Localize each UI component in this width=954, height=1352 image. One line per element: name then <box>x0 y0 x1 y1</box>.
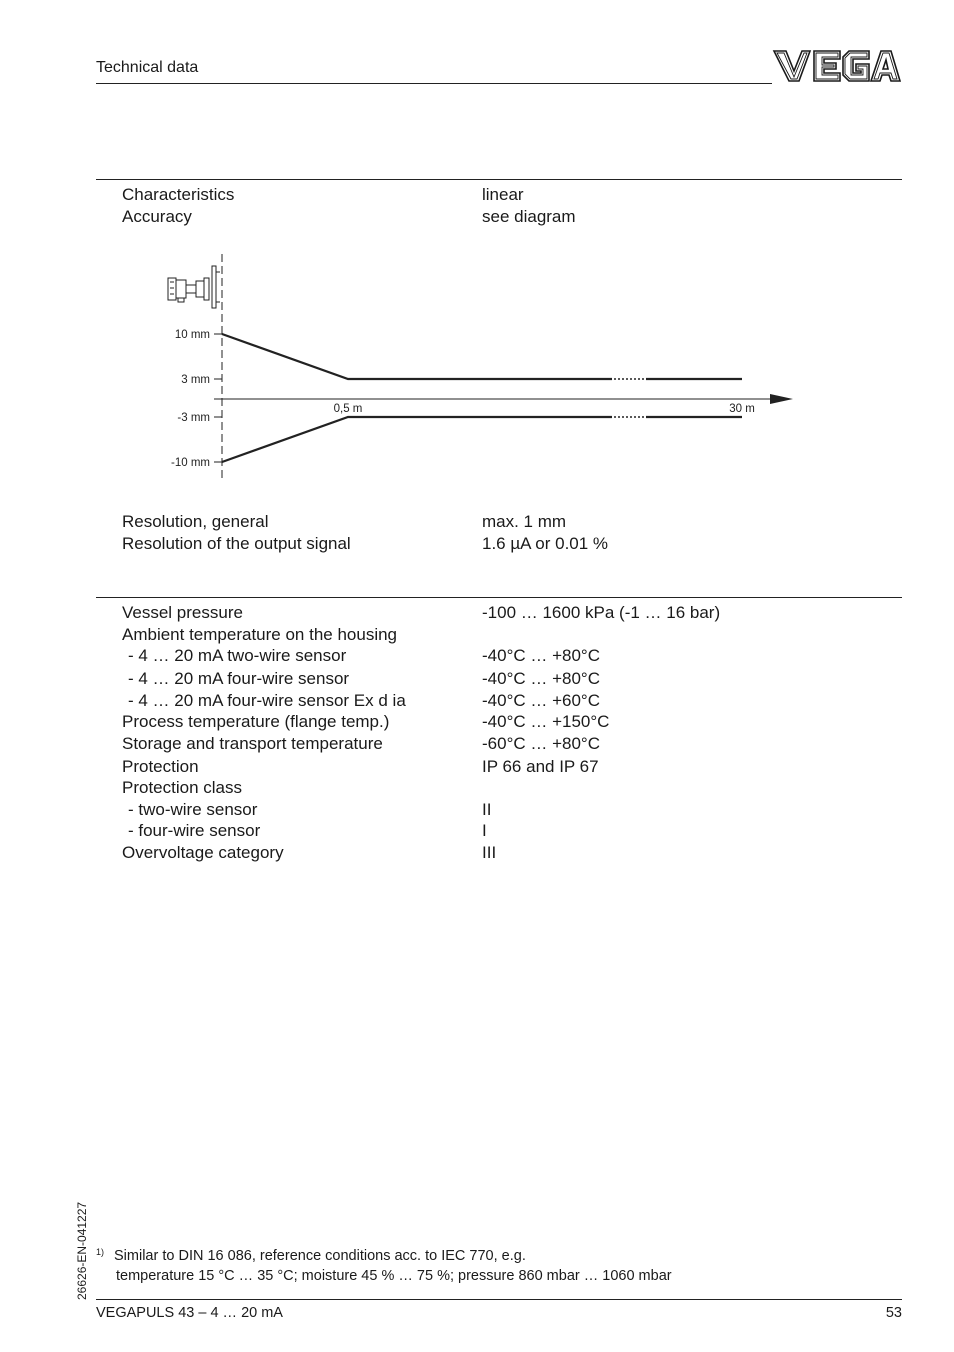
spec-label: - 4 … 20 mA four-wire sensor Ex d ia <box>128 691 406 710</box>
spec-row <box>122 206 902 228</box>
spec-label: Protection <box>122 757 199 776</box>
spec-label: - 4 … 20 mA two-wire sensor <box>128 646 347 665</box>
spec-value: -60°C … +80°C <box>482 734 601 753</box>
spec-label: Process temperature (flange temp.) <box>122 712 390 731</box>
spec-value: max. 1 mm <box>482 512 567 531</box>
spec-label: Ambient temperature on the housing <box>122 625 398 644</box>
spec-label: Characteristics <box>122 185 235 204</box>
spec-label: Overvoltage category <box>122 843 284 862</box>
y-tick-label: -3 mm <box>177 412 210 424</box>
spec-value: I <box>482 821 487 840</box>
spec-value: -100 … 1600 kPa (-1 … 16 bar) <box>482 603 721 622</box>
spec-row <box>122 690 902 712</box>
x-tick-label: 30 m <box>729 403 755 415</box>
spec-value: 1.6 µA or 0.01 % <box>482 534 609 553</box>
spec-row <box>122 511 902 533</box>
spec-label: - 4 … 20 mA four-wire sensor <box>128 669 350 688</box>
spec-value: -40°C … +150°C <box>482 712 610 731</box>
spec-row <box>122 602 902 624</box>
footnote-mark: 1) <box>96 1247 105 1257</box>
spec-row <box>122 820 902 842</box>
spec-label: Resolution of the output signal <box>122 534 351 553</box>
spec-value: -40°C … +60°C <box>482 691 601 710</box>
y-tick-label: 10 mm <box>174 329 210 341</box>
spec-value: IP 66 and IP 67 <box>482 757 599 776</box>
spec-label: Storage and transport temperature <box>122 734 383 753</box>
spec-row <box>122 184 902 206</box>
spec-row <box>122 533 902 555</box>
footer-product: VEGAPULS 43 – 4 … 20 mA <box>96 1305 283 1321</box>
page-number: 53 <box>885 1305 902 1321</box>
vega-logo <box>770 46 902 86</box>
accuracy-diagram <box>150 250 810 485</box>
spec-row <box>122 756 902 778</box>
section-rule <box>96 179 902 180</box>
spec-row <box>122 624 902 646</box>
spec-label: Resolution, general <box>122 512 269 531</box>
spec-value: II <box>482 800 492 819</box>
spec-row <box>122 842 902 864</box>
header-rule <box>96 83 772 84</box>
spec-value: -40°C … +80°C <box>482 646 601 665</box>
y-tick-label: -10 mm <box>171 457 210 469</box>
spec-label: - four-wire sensor <box>128 821 261 840</box>
spec-value: linear <box>482 185 524 204</box>
footnote-text: temperature 15 °C … 35 °C; moisture 45 % … 75 %; pressure 860 mbar … 1060 mbar <box>116 1268 672 1284</box>
spec-label: Protection class <box>122 778 242 797</box>
spec-row <box>122 711 902 733</box>
footnote-text: Similar to DIN 16 086, reference conditions acc. to IEC 770, e.g. <box>114 1248 526 1264</box>
footnote-line <box>96 1246 856 1267</box>
spec-row <box>122 799 902 821</box>
sensor-icon <box>168 266 220 308</box>
spec-label: - two-wire sensor <box>128 800 258 819</box>
spec-row <box>122 668 902 690</box>
spec-label: Vessel pressure <box>122 603 243 622</box>
document-code: 26626-EN-041227 <box>75 1201 89 1300</box>
y-tick-label: 3 mm <box>181 374 210 386</box>
spec-value: -40°C … +80°C <box>482 669 601 688</box>
section-rule <box>96 597 902 598</box>
x-tick-label: 0,5 m <box>333 403 363 415</box>
spec-row <box>122 645 902 667</box>
footer-rule <box>96 1299 902 1300</box>
page-header-title: Technical data <box>96 59 199 76</box>
spec-value: III <box>482 843 497 862</box>
spec-label: Accuracy <box>122 207 192 226</box>
spec-value: see diagram <box>482 207 576 226</box>
spec-row <box>122 733 902 755</box>
footnote-line <box>116 1266 876 1286</box>
spec-row <box>122 777 902 799</box>
